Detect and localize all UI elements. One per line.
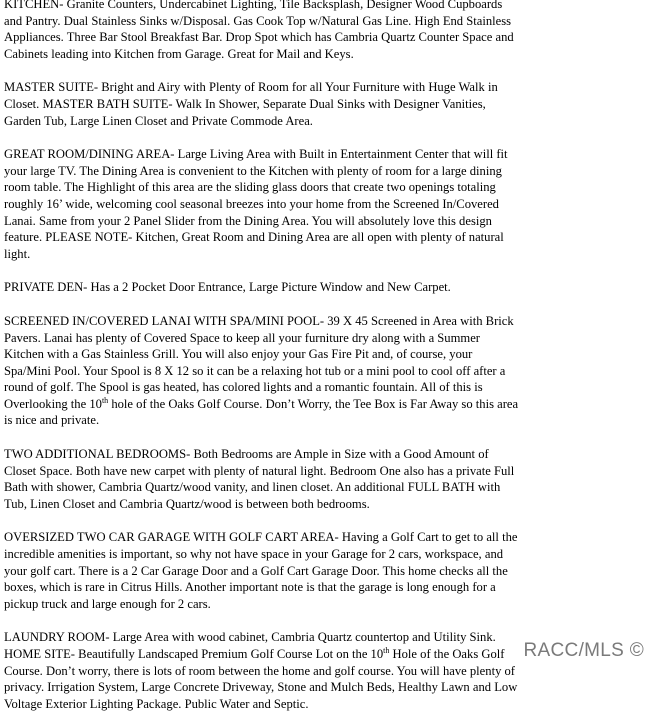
paragraph-bedrooms	[4, 446, 520, 512]
section-body: Both Bedrooms are Ample in Size with a Good Amount of Closet Space. Both have new carpet with plenty of natural light. Bedroom One also has a private Full Bath with shower, Cambria Quartz/wood vanity, and linen closet. An additional FULL BATH with Tub, Linen Closet and Cambria Quartz/wood is between both bedrooms.	[4, 447, 515, 511]
section-heading: SCREENED IN/COVERED LANAI WITH SPA/MINI POOL-	[4, 313, 325, 328]
section-body-continued: Hole of the Oaks Golf Course. Don’t worry, there is lots of room between the home and golf course. You will have plenty of privacy. Irrigation System, Large Concrete Driveway, Stone and Mulch Beds, Healthy Lawn and Low Voltage Exterior Lighting Package. Public Water and Septic.	[4, 647, 518, 711]
section-heading: MASTER SUITE-	[4, 80, 99, 95]
paragraph-private-den	[4, 279, 520, 296]
section-body: Granite Counters, Undercabinet Lighting, Tile Backsplash, Designer Wood Cupboards and Pantry. Dual Stainless Sinks w/Disposal. Gas Cook Top w/Natural Gas Line. High End Stainless Appliances. Three Bar Stool Breakfast Bar. Drop Spot which has Cambria Quartz Counter Space and Cabinets leading into Kitchen from Garage. Great for Mail and Keys.	[4, 0, 514, 61]
section-heading: KITCHEN-	[4, 0, 64, 11]
section-body: Large Area with wood cabinet, Cambria Quartz countertop and Utility Sink.	[109, 630, 496, 645]
paragraph-lanai	[4, 313, 520, 429]
section-heading: TWO ADDITIONAL BEDROOMS-	[4, 447, 191, 462]
section-body: Beautifully Landscaped Premium Golf Course Lot on the 10	[75, 647, 384, 661]
section-body: Bright and Airy with Plenty of Room for all Your Furniture with Huge Walk in Closet. MASTER BATH SUITE- Walk In Shower, Separate Dual Sinks with Designer Vanities, Garden Tub, Large Linen Closet and Private Commode Area.	[4, 80, 498, 128]
section-body: Having a Golf Cart to get to all the incredible amenities is important, so why not have space in your Garage for 2 cars, workspace, and your golf cart. There is a 2 Car Garage Door and a Golf Cart Garage Door. This home checks all the boxes, which is rare in Citrus Hills. Another important note is that the garage is long enough for a pickup truck and large enough for 2 cars.	[4, 530, 518, 611]
section-heading: LAUNDRY ROOM-	[4, 630, 110, 645]
section-body-continued: hole of the Oaks Golf Course. Don’t Worry, the Tee Box is Far Away so this area is nice and private.	[4, 396, 519, 428]
paragraph-laundry	[4, 629, 520, 646]
paragraph-master-suite	[4, 79, 520, 129]
section-heading: HOME SITE-	[4, 647, 76, 661]
paragraph-great-room	[4, 146, 520, 262]
ordinal-suffix: th	[101, 395, 109, 405]
section-heading: GREAT ROOM/DINING AREA-	[4, 147, 175, 162]
section-heading: OVERSIZED TWO CAR GARAGE WITH GOLF CART AREA-	[4, 530, 339, 545]
paragraph-garage	[4, 529, 520, 612]
paragraph-home-site	[4, 646, 520, 712]
listing-description	[4, 0, 520, 712]
paragraph-kitchen	[4, 0, 520, 62]
mls-watermark: RACC/MLS ©	[523, 640, 644, 661]
section-heading: PRIVATE DEN-	[4, 280, 88, 295]
section-body: Large Living Area with Built in Entertainment Center that will fit your large TV. The Dining Area is convenient to the Kitchen with plenty of room for a large dining room table. The Highlight of this area are the sliding glass doors that create two openings totaling roughly 16’ wide, welcoming cool seasonal breezes into your home from the Screened In/Covered Lanai. Same from your 2 Panel Slider from the Dining Area. You will absolutely love this design feature. PLEASE NOTE- Kitchen, Great Room and Dining Area are all open with plenty of natural light.	[4, 147, 508, 261]
section-body: 39 X 45 Screened in Area with Brick Pavers. Lanai has plenty of Covered Space to keep all your furniture dry along with a Summer Kitchen with a Gas Stainless Grill. You will also enjoy your Gas Fire Pit and, of course, your Spa/Mini Pool. Your Spool is 8 X 12 so it can be a relaxing hot tub or a mini pool to cool off after a round of golf. The Spool is gas heated, has colored lights and a romantic fountain. All of this is Overlooking the 10	[4, 313, 514, 411]
section-body: Has a 2 Pocket Door Entrance, Large Picture Window and New Carpet.	[87, 280, 451, 295]
ordinal-suffix: th	[383, 645, 390, 655]
